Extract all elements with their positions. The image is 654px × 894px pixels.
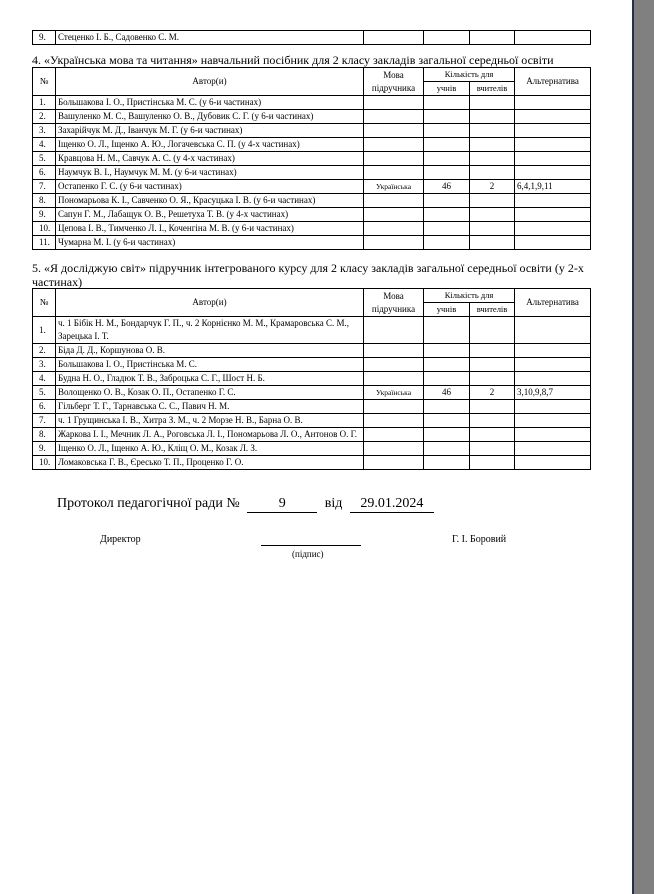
row-language [364, 442, 424, 456]
row-language [364, 208, 424, 222]
row-students [424, 344, 470, 358]
row-language [364, 236, 424, 250]
row-alternative [515, 317, 591, 344]
row-number: 8. [33, 428, 56, 442]
row-students [424, 31, 470, 45]
table-row [33, 236, 591, 250]
row-author: Кравцова Н. М., Савчук А. С. (у 4-х частинах) [56, 152, 364, 166]
row-teachers [470, 344, 515, 358]
row-author: Ломаковська Г. В., Єресько Т. П., Проценко Г. О. [56, 456, 364, 470]
row-alternative [515, 152, 591, 166]
row-alternative [515, 31, 591, 45]
row-language: Українська [364, 180, 424, 194]
row-number: 2. [33, 344, 56, 358]
row-alternative [515, 456, 591, 470]
row-number: 3. [33, 124, 56, 138]
header-teachers: вчителів [470, 82, 515, 96]
table-row [33, 152, 591, 166]
row-language [364, 96, 424, 110]
header-students: учнів [424, 82, 470, 96]
row-author: Захарійчук М. Д., Іванчук М. Г. (у 6-и частинах) [56, 124, 364, 138]
row-students [424, 138, 470, 152]
row-students [424, 194, 470, 208]
row-language [364, 317, 424, 344]
table-row [33, 428, 591, 442]
row-students [424, 358, 470, 372]
row-number: 8. [33, 194, 56, 208]
row-students [424, 456, 470, 470]
row-language: Українська [364, 386, 424, 400]
row-number: 9. [33, 208, 56, 222]
row-teachers [470, 400, 515, 414]
row-teachers [470, 138, 515, 152]
row-language [364, 344, 424, 358]
row-author: Большакова І. О., Пристінська М. С. (у 6-и частинах) [56, 96, 364, 110]
row-number: 2. [33, 110, 56, 124]
row-author: ч. 1 Грущинська І. В., Хитра З. М., ч. 2 Морзе Н. В., Барна О. В. [56, 414, 364, 428]
section-4-title: 4. «Українська мова та читання» навчальний посібник для 2 класу закладів загальної середньої освіти [32, 53, 554, 67]
table-row [33, 124, 591, 138]
row-language [364, 124, 424, 138]
row-author: Біда Д. Д., Коршунова О. В. [56, 344, 364, 358]
row-author: Стеценко І. Б., Садовенко С. М. [56, 31, 364, 45]
protocol-date: 29.01.2024 [350, 496, 434, 513]
row-author: Іщенко О. Л., Іщенко А. Ю., Логачевська С. П. (у 4-х частинах) [56, 138, 364, 152]
row-author: Жаркова І. І., Мечник Л. А., Роговська Л. І., Пономарьова Л. О., Антонов О. Г. [56, 428, 364, 442]
row-teachers [470, 96, 515, 110]
row-author: Сапун Г. М., Лабащук О. В., Решетуха Т. В. (у 4-х частинах) [56, 208, 364, 222]
table-row [33, 166, 591, 180]
row-alternative [515, 428, 591, 442]
row-students [424, 236, 470, 250]
row-students [424, 372, 470, 386]
signature-role: Директор [100, 534, 141, 545]
row-number: 1. [33, 96, 56, 110]
row-alternative [515, 442, 591, 456]
row-language [364, 138, 424, 152]
row-students [424, 124, 470, 138]
header-count: Кількість для [424, 289, 515, 303]
row-alternative [515, 110, 591, 124]
row-students [424, 400, 470, 414]
protocol-from-label: від [324, 496, 343, 511]
row-students [424, 96, 470, 110]
row-teachers: 2 [470, 180, 515, 194]
row-students [424, 222, 470, 236]
row-teachers [470, 236, 515, 250]
table-row [33, 208, 591, 222]
row-number: 10. [33, 456, 56, 470]
row-students: 46 [424, 386, 470, 400]
row-alternative [515, 138, 591, 152]
row-teachers [470, 208, 515, 222]
row-number: 7. [33, 414, 56, 428]
table-row [33, 456, 591, 470]
header-author: Автор(и) [56, 68, 364, 96]
row-teachers [470, 222, 515, 236]
protocol-number: 9 [247, 496, 317, 513]
table-row [33, 96, 591, 110]
table-row [33, 442, 591, 456]
row-students [424, 317, 470, 344]
table-row [33, 358, 591, 372]
signature-name: Г. І. Боровий [452, 534, 507, 545]
table-row [33, 344, 591, 358]
row-author: Чумарна М. І. (у 6-и частинах) [56, 236, 364, 250]
row-language [364, 372, 424, 386]
row-language [364, 414, 424, 428]
row-language [364, 358, 424, 372]
row-language [364, 222, 424, 236]
protocol-label: Протокол педагогічної ради № [57, 496, 240, 511]
signature-line [261, 545, 361, 546]
row-students [424, 110, 470, 124]
row-language [364, 428, 424, 442]
row-number: 4. [33, 138, 56, 152]
row-students [424, 208, 470, 222]
table-row [33, 31, 591, 45]
row-author: Остапенко Г. С. (у 6-и частинах) [56, 180, 364, 194]
header-count: Кількість для [424, 68, 515, 82]
row-alternative [515, 222, 591, 236]
row-number: 7. [33, 180, 56, 194]
row-alternative: 3,10,9,8,7 [515, 386, 591, 400]
table-row [33, 372, 591, 386]
table-row [33, 317, 591, 344]
row-author: Большакова І. О., Пристінська М. С. [56, 358, 364, 372]
row-author: Гільберг Т. Г., Тарнавська С. С., Павич Н. М. [56, 400, 364, 414]
row-teachers: 2 [470, 386, 515, 400]
row-alternative: 6,4,1,9,11 [515, 180, 591, 194]
row-alternative [515, 236, 591, 250]
table-row [33, 110, 591, 124]
row-alternative [515, 414, 591, 428]
signature-caption: (підпис) [292, 549, 324, 559]
section-4-table [32, 67, 591, 250]
row-teachers [470, 358, 515, 372]
row-teachers [470, 442, 515, 456]
row-language [364, 166, 424, 180]
header-teachers: вчителів [470, 303, 515, 317]
row-alternative [515, 358, 591, 372]
row-alternative [515, 400, 591, 414]
row-number: 5. [33, 386, 56, 400]
row-author: Волощенко О. В., Козак О. П., Остапенко Г. С. [56, 386, 364, 400]
row-alternative [515, 344, 591, 358]
header-language: Мова підручника [364, 289, 424, 317]
row-teachers [470, 194, 515, 208]
previous-table [32, 30, 591, 45]
row-teachers [470, 372, 515, 386]
table-row [33, 138, 591, 152]
row-alternative [515, 166, 591, 180]
row-language [364, 31, 424, 45]
row-teachers [470, 428, 515, 442]
row-alternative [515, 194, 591, 208]
row-students [424, 166, 470, 180]
row-language [364, 152, 424, 166]
table-row [33, 400, 591, 414]
row-number: 11. [33, 236, 56, 250]
header-language: Мова підручника [364, 68, 424, 96]
row-author: Будна Н. О., Гладюк Т. В., Заброцька С. Г., Шост Н. Б. [56, 372, 364, 386]
row-number: 9. [33, 442, 56, 456]
row-students: 46 [424, 180, 470, 194]
table-row [33, 414, 591, 428]
row-students [424, 428, 470, 442]
row-alternative [515, 96, 591, 110]
header-num: № [33, 289, 56, 317]
row-number: 6. [33, 166, 56, 180]
row-students [424, 152, 470, 166]
header-alternative: Альтернатива [515, 68, 591, 96]
row-teachers [470, 456, 515, 470]
header-students: учнів [424, 303, 470, 317]
header-alternative: Альтернатива [515, 289, 591, 317]
row-author: ч. 1 Бібік Н. М., Бондарчук Г. П., ч. 2 Корнієнко М. М., Крамаровська С. М., Зарецька І. Т. [56, 317, 364, 344]
row-number: 5. [33, 152, 56, 166]
row-students [424, 414, 470, 428]
table-row [33, 180, 591, 194]
row-language [364, 400, 424, 414]
row-alternative [515, 372, 591, 386]
row-language [364, 110, 424, 124]
row-students [424, 442, 470, 456]
row-teachers [470, 152, 515, 166]
row-teachers [470, 31, 515, 45]
row-teachers [470, 317, 515, 344]
row-alternative [515, 124, 591, 138]
row-author: Вашуленко М. С., Вашуленко О. В., Дубовик С. Г. (у 6-и частинах) [56, 110, 364, 124]
section-5-table [32, 288, 591, 470]
section-5-title: 5. «Я досліджую світ» підручник інтегрованого курсу для 2 класу закладів загальної середньої освіти (у 2-х частинах) [32, 261, 584, 289]
table-row [33, 386, 591, 400]
row-author: Іщенко О. Л., Іщенко А. Ю., Кліщ О. М., Козак Л. З. [56, 442, 364, 456]
row-teachers [470, 166, 515, 180]
row-author: Цепова І. В., Тимченко Л. І., Коченгіна М. В. (у 6-и частинах) [56, 222, 364, 236]
table-row [33, 194, 591, 208]
row-teachers [470, 414, 515, 428]
row-number: 10. [33, 222, 56, 236]
row-number: 1. [33, 317, 56, 344]
row-language [364, 456, 424, 470]
row-number: 6. [33, 400, 56, 414]
row-number: 4. [33, 372, 56, 386]
row-alternative [515, 208, 591, 222]
protocol-line [57, 496, 434, 513]
header-author: Автор(и) [56, 289, 364, 317]
row-author: Наумчук В. І., Наумчук М. М. (у 6-и частинах) [56, 166, 364, 180]
row-author: Пономарьова К. І., Савченко О. Я., Красуцька І. В. (у 6-и частинах) [56, 194, 364, 208]
row-number: 3. [33, 358, 56, 372]
table-row [33, 222, 591, 236]
row-teachers [470, 124, 515, 138]
row-teachers [470, 110, 515, 124]
header-num: № [33, 68, 56, 96]
row-number: 9. [33, 31, 56, 45]
row-language [364, 194, 424, 208]
